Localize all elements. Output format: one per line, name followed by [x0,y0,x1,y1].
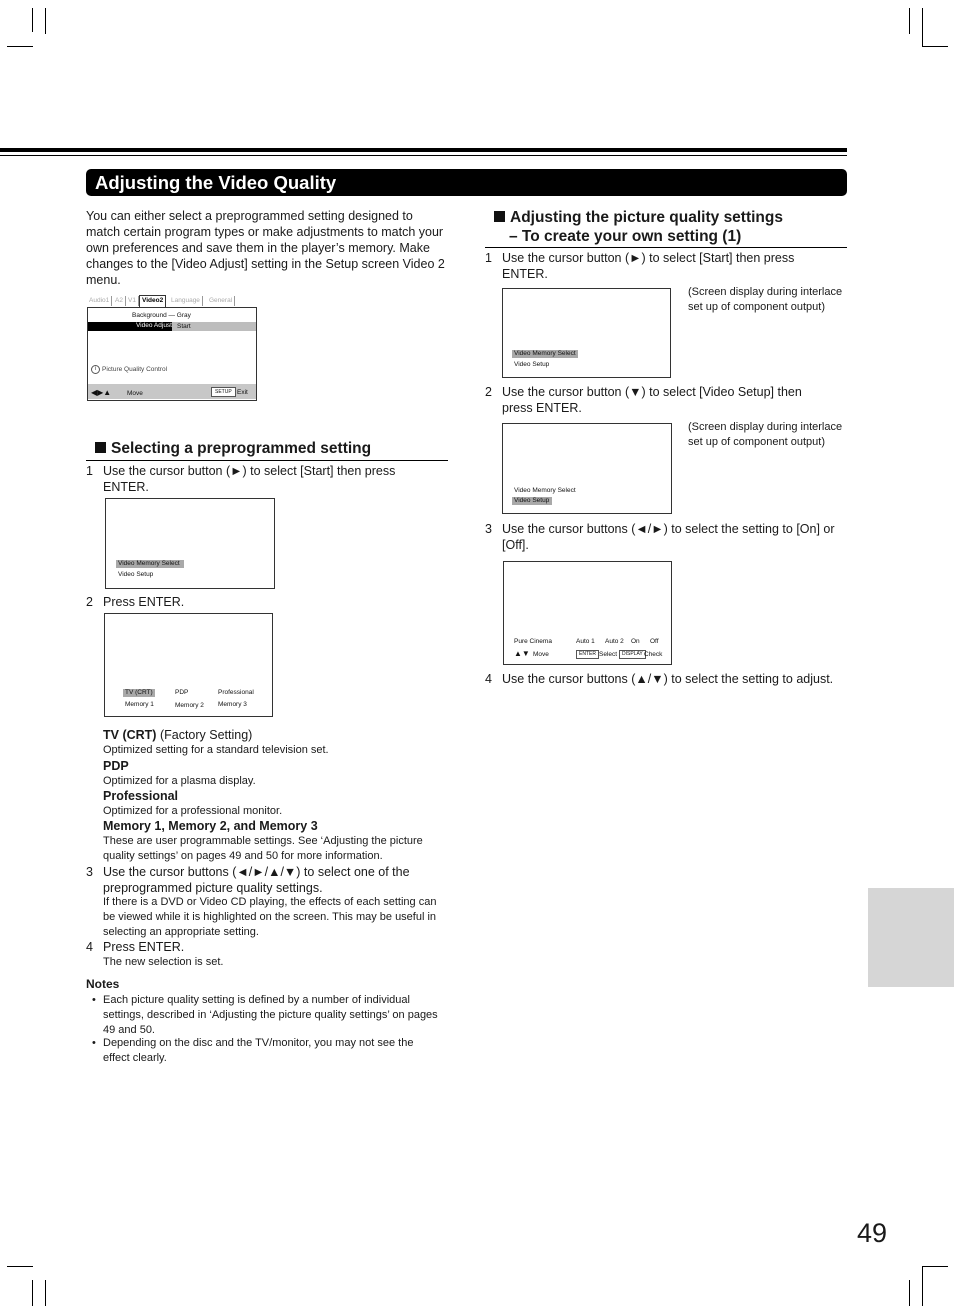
note-text: Each picture quality setting is defined by a number of individual settings, described in ‘Adjusting the picture quality settings’ on pages 49 and 50. [103,994,438,1036]
section-title-bar [86,169,847,196]
tab-v1: V1 [126,296,139,306]
enter-button-label: ENTER [576,650,599,659]
right-heading-line2: – To create your own setting (1) [509,228,742,245]
crop-mark [32,1280,33,1306]
tab-video2: Video2 [139,295,166,307]
def-mem-title: Memory 1, Memory 2, and Memory 3 [103,819,318,833]
video-adjust-row [88,322,256,331]
right-heading [494,208,846,246]
select-label: Select [599,651,618,658]
crop-mark [909,8,910,34]
header-rule [0,148,847,152]
heading-underline [86,460,448,461]
memory-select-screen [104,613,273,717]
left-step3-note: If there is a DVD or Video CD playing, the effects of each setting can be viewed while it is highlighted on the screen. This may be useful in selecting an appropriate setting. [103,896,437,938]
tab-row [87,296,239,307]
option-memory1: Memory 1 [125,701,154,708]
video-adjust-value: Start [177,323,191,330]
crop-mark [909,1280,910,1306]
video-memory-select-item: Video Memory Select [116,560,184,568]
note-item [86,993,441,1038]
option-pdp: PDP [175,689,189,696]
option-off: Off [650,638,659,645]
crop-mark [7,46,33,47]
right-step3: Use the cursor buttons (◄/►) to select the setting to [On] or [Off]. [502,522,835,552]
right-step4: Use the cursor buttons (▲/▼) to select the setting to adjust. [502,672,834,686]
def-tv-title [103,727,252,743]
def-pro-title: Professional [103,789,179,803]
notes-title: Notes [86,977,120,991]
square-bullet-icon [95,442,106,453]
crop-mark [45,8,46,34]
def-tv-text: Optimized setting for a standard television set. [103,744,329,756]
crop-mark [922,8,923,46]
left-step2: Press ENTER. [103,595,185,609]
right-step1: Use the cursor button (►) to select [Start] then press ENTER. [502,251,795,281]
option-on: On [631,638,640,645]
left-heading-text: Selecting a preprogrammed setting [111,440,372,457]
heading-underline [485,247,847,248]
step-number: 3 [485,522,492,536]
pure-cinema-screen [503,561,672,665]
def-tv-suffix: (Factory Setting) [156,728,253,742]
bullet-icon: • [92,1037,96,1049]
setup-button-label: SETUP [215,389,232,395]
step-number: 1 [86,464,93,478]
video-setup-item: Video Setup [514,361,550,368]
def-pdp-title: PDP [103,759,129,773]
video-setup-item: Video Setup [118,571,154,578]
option-professional: Professional [218,689,254,696]
move-label: Move [533,651,549,658]
up-down-arrows-icon: ▲▼ [514,649,530,658]
crop-mark [922,1266,948,1267]
section-title: Adjusting the Video Quality [95,172,337,193]
setup-button-icon [211,387,236,397]
def-pro-text: Optimized for a professional monitor. [103,805,283,817]
def-mem-text: These are user programmable settings. See ‘Adjusting the picture quality settings’ on pages 49 and 50 for more information. [103,835,423,862]
check-label: Check [644,651,663,658]
setup-screen [87,296,256,400]
exit-label: Exit [237,389,248,396]
tab-language: Language [169,296,203,306]
left-step4-note: The new selection is set. [103,956,224,968]
step-number: 1 [485,251,492,265]
step-number: 4 [86,940,93,954]
info-text: Picture Quality Control [102,366,168,373]
video-setup-item: Video Setup [512,497,552,505]
crop-mark [45,1280,46,1306]
note-text: Depending on the disc and the TV/monitor, you may not see the effect clearly. [103,1037,414,1064]
side-tab [868,888,954,987]
step-number: 2 [86,595,93,609]
def-pdp-text: Optimized for a plasma display. [103,775,256,787]
note-item [86,1036,441,1066]
left-step1: Use the cursor button (►) to select [Start] then press ENTER. [103,464,396,494]
info-icon: i [91,365,100,374]
right-step2: Use the cursor button (▼) to select [Video Setup] then press ENTER. [502,385,802,415]
display-button-icon [619,650,646,659]
tab-a2: A2 [113,296,126,306]
crop-mark [922,1266,923,1306]
left-step4: Press ENTER. [103,940,185,954]
video-memory-screen [502,288,671,378]
step-number: 4 [485,672,492,686]
def-tv-title-text: TV (CRT) [103,728,157,742]
video-memory-select-item: Video Memory Select [514,350,576,357]
crop-mark [7,1266,33,1267]
option-tv-crt: TV (CRT) [125,689,153,696]
video-memory-select-item: Video Memory Select [514,487,576,494]
page-number: 49 [857,1218,888,1248]
bullet-icon: • [92,994,96,1006]
square-bullet-icon [494,211,505,222]
tab-audio1: Audio1 [87,296,112,306]
pure-cinema-label: Pure Cinema [514,638,552,645]
video-setup-screen [502,423,672,514]
crop-mark [922,46,948,47]
step-number: 2 [485,385,492,399]
tab-general: General [207,296,235,306]
right-heading-line1: Adjusting the picture quality settings [510,209,783,226]
option-auto2: Auto 2 [605,638,624,645]
screen-caption: (Screen display during interlace set up of component output) [688,421,843,448]
video-memory-screen [105,498,275,589]
cursor-arrows-icon: ◀▶▲ [91,388,112,397]
move-label: Move [127,390,143,397]
display-button-label: DISPLAY [619,650,646,659]
option-memory3: Memory 3 [218,701,247,708]
header-rule [0,155,847,156]
screen-caption: (Screen display during interlace set up of component output) [688,286,843,313]
intro-paragraph: You can either select a preprogrammed setting designed to match certain program types or make adjustments to match your own preferences and save them in the player’s memory. Make changes to the [Video Adjust] setting in the Setup screen Video 2 menu. [86,209,445,287]
crop-mark [32,8,33,32]
option-auto1: Auto 1 [576,638,595,645]
option-memory2: Memory 2 [175,702,204,709]
left-heading [95,439,371,458]
step-number: 3 [86,865,93,879]
video-adjust-label: Video Adjust [88,322,172,331]
enter-button-icon [576,650,599,659]
background-setting: Background — Gray [132,312,191,319]
left-step3: Use the cursor buttons (◄/►/▲/▼) to select one of the preprogrammed picture quality settings. [103,865,410,895]
